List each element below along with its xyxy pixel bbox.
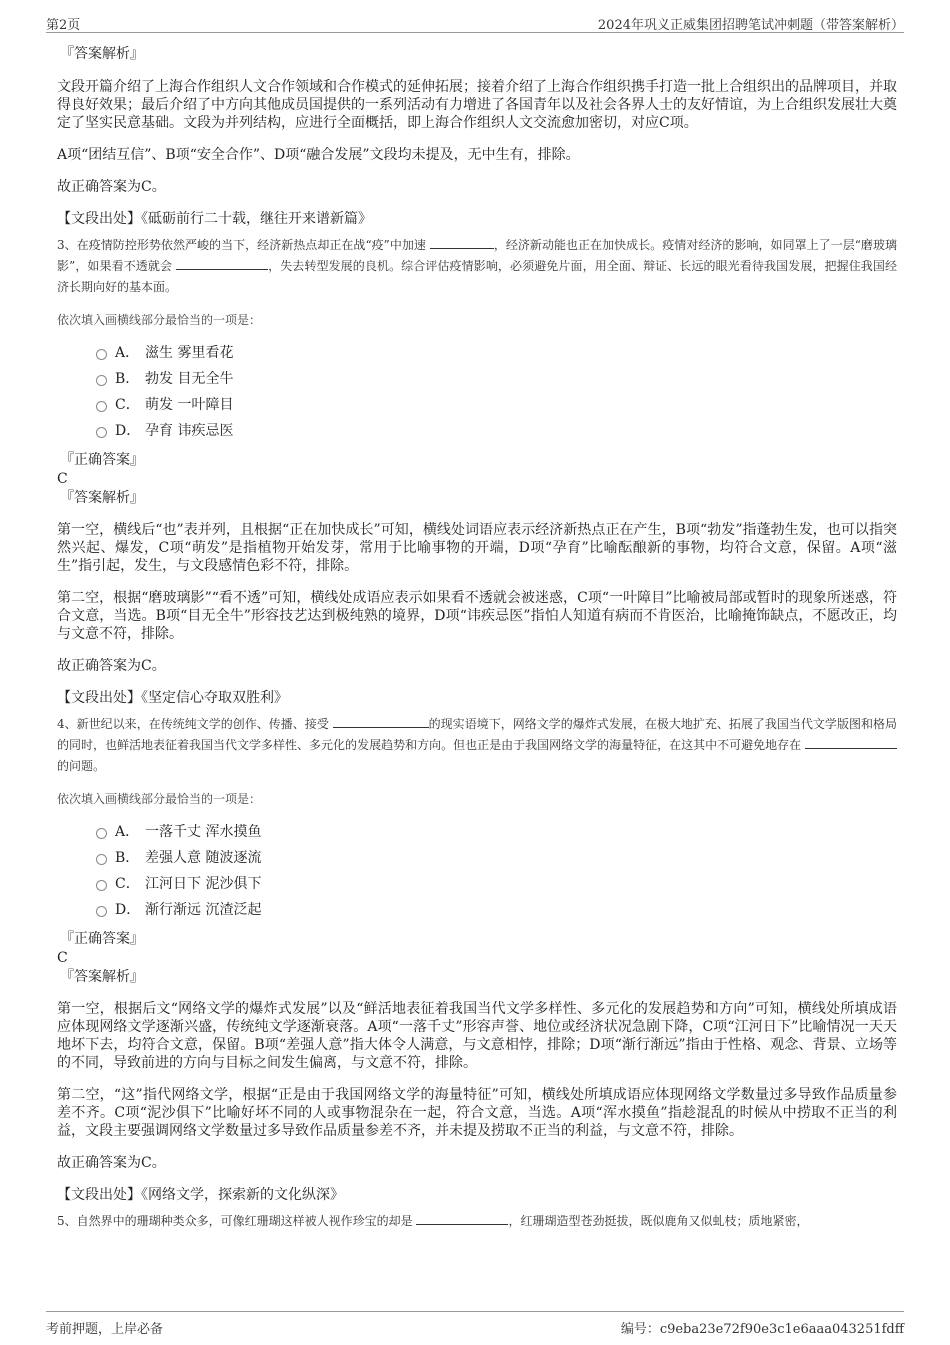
radio-button[interactable]	[96, 427, 107, 438]
option-c[interactable]: C． 萌发 一叶障目	[57, 392, 897, 418]
radio-button[interactable]	[96, 906, 107, 917]
question-4	[57, 714, 897, 1204]
analysis-paragraph: 文段开篇介绍了上海合作组织人文合作领域和合作模式的延伸拓展；接着介绍了上海合作组织携手打造一批上合组织出的品牌项目，并取得良好效果；最后介绍了中方向其他成员国提供的一系列活动有力增进了各国青年以及社会各界人士的友好情谊，为上合组织发展壮大奠定了坚实民意基础。文段为并列结构，应进行全面概括，即上海合作组织人文交流愈加密切，对应C项。	[57, 79, 897, 131]
analysis-label: 『答案解析』	[60, 46, 144, 62]
option-d[interactable]: D． 渐行渐远 沉渣泛起	[57, 897, 897, 923]
answer-blank	[333, 715, 429, 728]
question-text: 5、自然界中的珊瑚种类众多，可像红珊瑚这样被人视作珍宝的却是 ，红珊瑚造型苍劲挺拔，既似鹿角又似虬枝；质地紧密，	[57, 1214, 809, 1228]
option-list	[57, 340, 897, 444]
answer-blank	[805, 736, 897, 749]
radio-button[interactable]	[96, 375, 107, 386]
answer-blank	[430, 236, 494, 249]
analysis-paragraph: 第一空，横线后“也”表并列，且根据“正在加快成长”可知，横线处词语应表示经济新热点正在产生，B项“勃发”指蓬勃生发，也可以指突然兴起、爆发，C项“萌发”是指植物开始发芽，常用于比喻事物的开端，D项“孕育”比喻酝酿新的事物，均符合文意，保留。A项“滋生”指引起，发生，与文段感情色彩不符，排除。	[57, 522, 897, 574]
answer-blank	[176, 257, 268, 270]
source-citation: 【文段出处】《坚定信心夺取双胜利》	[57, 690, 288, 706]
page-footer	[46, 1311, 904, 1338]
correct-answer: C	[57, 950, 68, 966]
source-citation: 【文段出处】《网络文学，探索新的文化纵深》	[57, 1187, 344, 1203]
analysis-paragraph: 第一空，根据后文“网络文学的爆炸式发展”以及“鲜活地表征着我国当代文学多样性、多元化的发展趋势和方向”可知，横线处所填成语应体现网络文学逐渐兴盛，传统纯文学逐渐衰落。A项“一落千丈”形容声誉、地位或经济状况急剧下降，C项“江河日下”比喻情况一天天地坏下去，均符合文意，保留。B项“差强人意”指大体令人满意，与文意相悖，排除；D项“渐行渐远”指由于性格、观念、背景、立场等的不同，导致前进的方向与目标之间发生偏离，与文意不符，排除。	[57, 1001, 897, 1071]
radio-button[interactable]	[96, 401, 107, 412]
footer-slogan: 考前押题，上岸必备	[46, 1322, 164, 1337]
page-number: 第2页	[46, 18, 81, 33]
option-a[interactable]: A． 一落千丈 浑水摸鱼	[57, 819, 897, 845]
correct-answer: C	[57, 471, 68, 487]
radio-button[interactable]	[96, 854, 107, 865]
option-b[interactable]: B． 勃发 目无全牛	[57, 366, 897, 392]
question-5	[57, 1211, 897, 1232]
analysis-paragraph: A项“团结互信”、B项“安全合作”、D项“融合发展”文段均未提及，无中生有，排除。	[57, 147, 580, 163]
analysis-paragraph: 故正确答案为C。	[57, 658, 166, 674]
page-content	[57, 44, 897, 1232]
question-text: 3、在疫情防控形势依然严峻的当下，经济新热点却正在战“疫”中加速 ，经济新动能也正在加快成长。疫情对经济的影响，如同罩上了一层“磨玻璃影”，如果看不透就会 ，失去转型发展的良机。综合评估疫情影响，必须避免片面，用全面、辩证、长远的眼光看待我国发展，把握住我国经济长期向好的基本面。	[57, 238, 897, 294]
option-a[interactable]: A． 滋生 雾里看花	[57, 340, 897, 366]
correct-answer-label: 『正确答案』	[60, 452, 144, 468]
analysis-paragraph: 故正确答案为C。	[57, 179, 166, 195]
question-prompt: 依次填入画横线部分最恰当的一项是：	[57, 792, 262, 806]
page-header	[46, 10, 904, 33]
analysis-paragraph: 故正确答案为C。	[57, 1155, 166, 1171]
question-text: 4、新世纪以来，在传统纯文学的创作、传播、接受 的现实语境下，网络文学的爆炸式发展，在极大地扩充、拓展了我国当代文学版图和格局的同时，也鲜活地表征着我国当代文学多样性、多元化的发展趋势和方向。但也正是由于我国网络文学的海量特征，在这其中不可避免地存在 的问题。	[57, 717, 897, 773]
radio-button[interactable]	[96, 880, 107, 891]
analysis-paragraph: 第二空，根据“磨玻璃影”“看不透”可知，横线处成语应表示如果看不透就会被迷惑，C项“一叶障目”比喻被局部或暂时的现象所迷惑，符合文意，当选。B项“目无全牛”形容技艺达到极纯熟的境界，D项“讳疾忌医”指怕人知道有病而不肯医治，比喻掩饰缺点，不愿改正，均与文意不符，排除。	[57, 590, 897, 642]
question-prompt: 依次填入画横线部分最恰当的一项是：	[57, 313, 262, 327]
question-3	[57, 235, 897, 707]
answer-blank	[416, 1212, 508, 1225]
radio-button[interactable]	[96, 349, 107, 360]
document-id: 编号：c9eba23e72f90e3c1e6aaa043251fdff	[620, 1322, 904, 1337]
radio-button[interactable]	[96, 828, 107, 839]
option-b[interactable]: B． 差强人意 随波逐流	[57, 845, 897, 871]
analysis-label: 『答案解析』	[60, 969, 144, 985]
option-d[interactable]: D． 孕育 讳疾忌医	[57, 418, 897, 444]
option-c[interactable]: C． 江河日下 泥沙俱下	[57, 871, 897, 897]
analysis-paragraph: 第二空，“这”指代网络文学，根据“正是由于我国网络文学的海量特征”可知，横线处所填成语应体现网络文学数量过多导致作品质量参差不齐。C项“泥沙俱下”比喻好坏不同的人或事物混杂在一起，符合文意，当选。A项“浑水摸鱼”指趁混乱的时候从中捞取不正当的利益，文段主要强调网络文学数量过多导致作品质量参差不齐，并未提及捞取不正当的利益，与文意不符，排除。	[57, 1087, 897, 1139]
analysis-label: 『答案解析』	[60, 490, 144, 506]
document-title: 2024年巩义正威集团招聘笔试冲刺题（带答案解析）	[597, 18, 904, 33]
correct-answer-label: 『正确答案』	[60, 931, 144, 947]
option-list	[57, 819, 897, 923]
source-citation: 【文段出处】《砥砺前行二十载，继往开来谱新篇》	[57, 211, 372, 227]
section-previous-analysis	[57, 44, 897, 228]
